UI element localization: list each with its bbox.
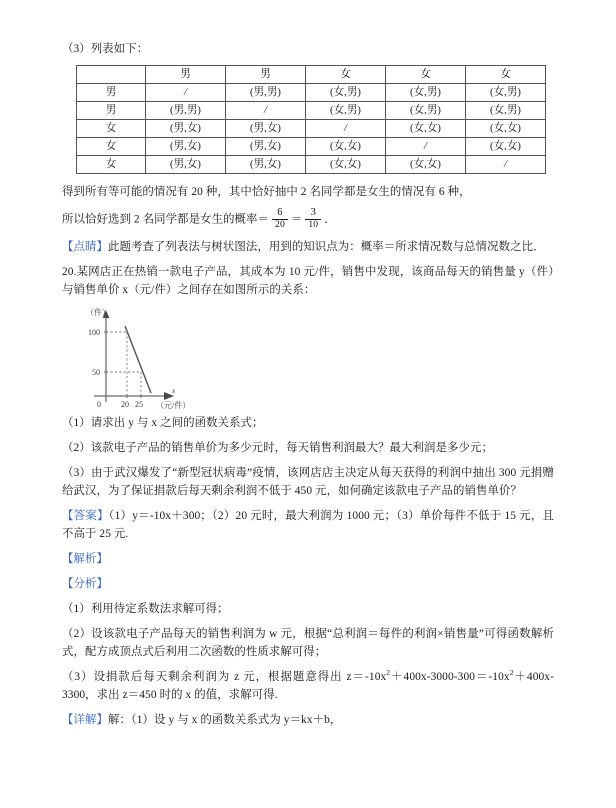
xiangjie-text: 解：（1）设 y 与 x 的函数关系式为 y＝kx＋b， [107, 714, 342, 727]
cell: / [226, 102, 306, 120]
question-3: （3）由于武汉爆发了“新型冠状病毒”疫情，该网店店主决定从每天获得的利润中抽出 300 元捐赠给武汉，为了保证捐款后每天剩余利润不低于 450 元，如何确定该款电子产品的销售单价？ [62, 467, 554, 498]
jiexi-tag: 【解析】 [62, 553, 108, 566]
answer-tag: 【答案】 [62, 510, 109, 523]
answer-text: （1）y＝-10x＋300；（2）20 元时，最大利润为 1000 元；（3）单价每件不低于 15 元，且不高于 25 元. [62, 510, 554, 541]
table-row [77, 102, 546, 120]
row-label: 女 [77, 120, 146, 138]
x-tick-label-20: 20 [121, 400, 129, 410]
row-label: 男 [77, 84, 146, 102]
row-label: 男 [77, 102, 146, 120]
fenxi-tag: 【分析】 [62, 578, 108, 591]
table-header-cell-2: 男 [226, 66, 306, 84]
table-row [77, 138, 546, 156]
table-row [77, 84, 546, 102]
outcome-table [76, 65, 546, 174]
table-header-cell-3: 女 [306, 66, 386, 84]
cell: / [146, 84, 226, 102]
cell: (女,男) [386, 102, 466, 120]
analysis-item-2: （2）设该款电子产品每天的销售利润为 w 元，根据“总利润＝每件的利润×销售量”可得函数解析式，配方成顶点式后利用二次函数的性质求解可得； [62, 628, 554, 659]
x-tick-label-25: 25 [135, 400, 143, 410]
cell: (女,女) [306, 138, 386, 156]
jiexi-line [62, 550, 554, 568]
question-1: （1）请求出 y 与 x 之间的函数关系式； [62, 417, 264, 430]
equals-sign: ＝ [290, 213, 303, 226]
cell: / [386, 138, 466, 156]
cell: (女,男) [466, 84, 546, 102]
exponent-2-second: 2 [509, 668, 514, 678]
cell: (男,男) [146, 102, 226, 120]
y-tick-label-100: 100 [88, 328, 100, 338]
dianjing-tag: 【点睛】 [62, 241, 108, 254]
answer-line [62, 507, 554, 543]
dianjing-text: 此题考查了列表法与树状图法，用到的知识点为：概率＝所求情况数与总情况数之比． [107, 241, 545, 254]
probability-line [62, 208, 554, 231]
exponent-2-first: 2 [386, 668, 391, 678]
total-outcomes-line: 得到所有等可能的情况有 20 种，其中恰好抽中 2 名同学都是女生的情况有 6 种， [62, 186, 471, 198]
x-axis-var-label: x [172, 387, 176, 396]
y-tick-label-50: 50 [92, 368, 100, 378]
cell: (女,女) [466, 120, 546, 138]
cell: (男,女) [146, 120, 226, 138]
probability-suffix: ． [324, 213, 336, 226]
cell: (女,女) [386, 156, 466, 174]
cell: (男,女) [146, 138, 226, 156]
row-label: 女 [77, 138, 146, 156]
document-content [62, 40, 554, 736]
problem-20-statement: 20.某网店正在热销一款电子产品，其成本为 10 元/件，销售中发现，该商品每天的销售量 y（件）与销售单价 x（元/件）之间存在如图所示的关系： [62, 266, 554, 297]
table-row [77, 120, 546, 138]
fraction-denominator: 10 [305, 219, 321, 231]
analysis-3-mid1: ＋400x-3000-300＝-10x [390, 671, 510, 684]
cell: (男,女) [146, 156, 226, 174]
table-row [77, 156, 546, 174]
cell: (男,女) [226, 120, 306, 138]
cell: (女,男) [306, 102, 386, 120]
origin-label: 0 [97, 400, 101, 410]
function-graph-figure [84, 306, 274, 410]
cell: (女,男) [306, 84, 386, 102]
fenxi-line [62, 575, 554, 593]
analysis-3-pre: （3）设捐款后每天剩余利润为 z 元，根据题意得出 z＝-10x [62, 671, 387, 684]
cell: (女,女) [386, 120, 466, 138]
fraction-three-tenths [305, 207, 321, 230]
cell: (男,男) [226, 84, 306, 102]
table-header-cell-0 [77, 66, 146, 84]
fraction-numerator: 6 [277, 207, 283, 218]
table-header-row [77, 66, 546, 84]
xiangjie-line [62, 711, 554, 729]
cell: (女,女) [306, 156, 386, 174]
cell: (女,女) [466, 138, 546, 156]
cell: (男,女) [226, 138, 306, 156]
table-header-cell-1: 男 [146, 66, 226, 84]
probability-prefix: 所以恰好选到 2 名同学都是女生的概率＝ [62, 213, 270, 226]
question-2: （2）该款电子产品的销售单价为多少元时，每天销售利润最大？最大利润是多少元； [62, 442, 493, 455]
graph-svg [84, 306, 274, 410]
table-header-cell-4: 女 [386, 66, 466, 84]
function-line [125, 326, 151, 393]
analysis-item-3 [62, 668, 554, 704]
fraction-denominator: 20 [272, 219, 288, 231]
fraction-numerator: 3 [310, 207, 316, 218]
analysis-3-mid2: ＋400x-3300，求出 z＝450 时的 x 的值，求解可得. [62, 671, 554, 702]
cell: / [466, 156, 546, 174]
cell: (女,男) [386, 84, 466, 102]
x-axis-unit-label: （元/件） [156, 401, 191, 411]
table-header-cell-5: 女 [466, 66, 546, 84]
cell: (男,女) [226, 156, 306, 174]
y-axis-unit-label: （件） [86, 308, 110, 318]
cell: / [306, 120, 386, 138]
fraction-six-twentieths [272, 207, 288, 230]
table-body [77, 66, 546, 174]
row-label: 女 [77, 156, 146, 174]
section-3-label: （3）列表如下： [62, 43, 149, 55]
xiangjie-tag: 【详解】 [62, 714, 108, 727]
dianjing-line [62, 238, 554, 256]
cell: (女,男) [466, 102, 546, 120]
analysis-item-1: （1）利用待定系数法求解可得； [62, 603, 229, 616]
